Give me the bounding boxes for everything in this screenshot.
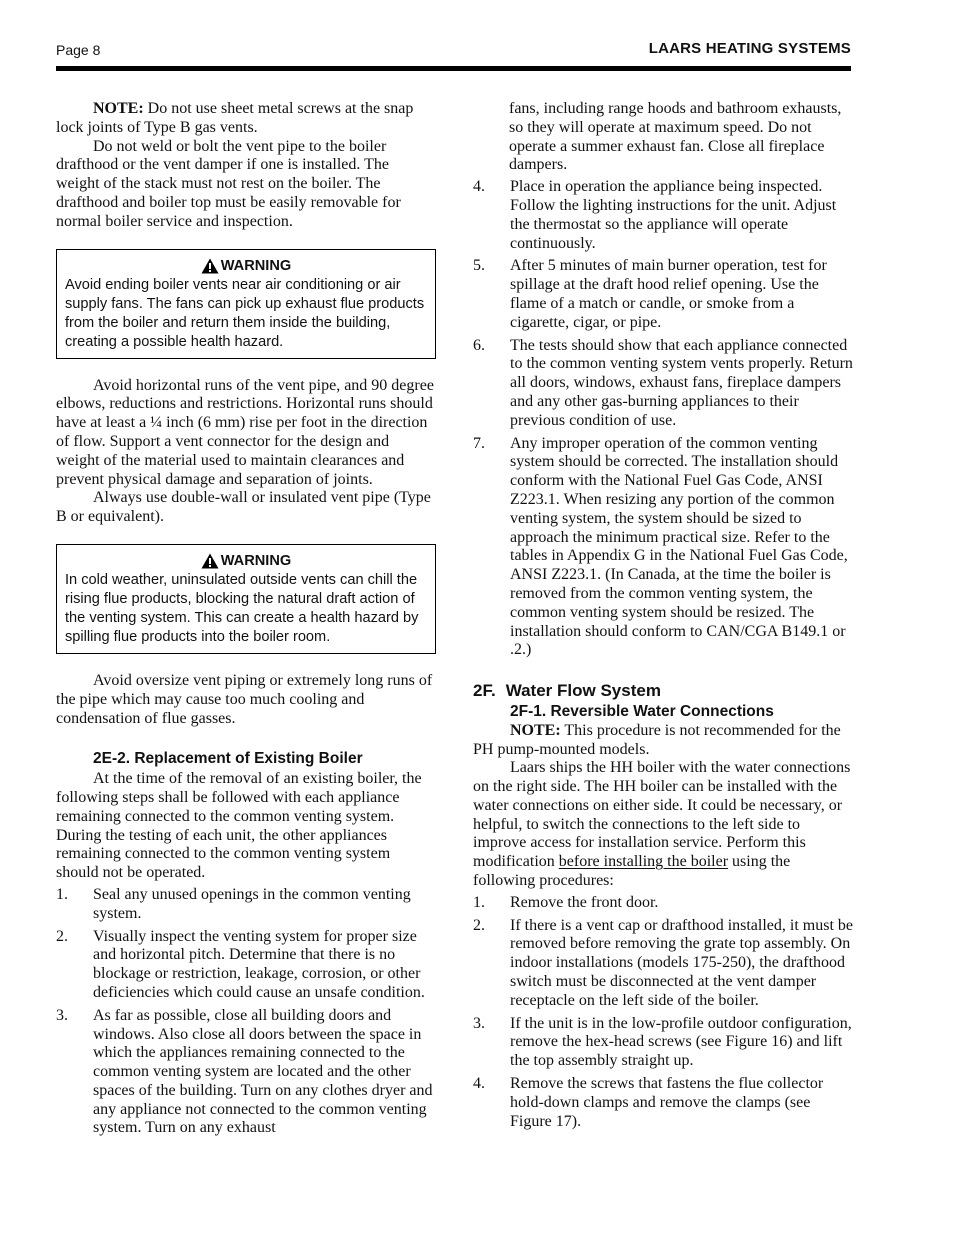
list-number: 5. [473,257,485,275]
section-number: 2F. [473,681,496,701]
ships-text-start: Laars ships the HH boiler with the water connections on the right side. The HH boiler can be installed with the water connections on either side. It could be necessary, or helpful, to switch the connections to the left side to improve access for installation service. Perform this modification [473,759,851,871]
list-item [56,1007,436,1139]
list-text: Seal any unused openings in the common venting system. [93,885,411,922]
page-number: Page 8 [56,42,101,58]
ships-paragraph [473,759,853,891]
note-label: NOTE: [93,100,144,117]
list-text: Remove the front door. [510,893,659,911]
warning-title [65,552,427,571]
list-number: 3. [473,1014,485,1032]
warning-triangle-icon [201,553,219,569]
oversize-paragraph: Avoid oversize vent piping or extremely long runs of the pipe which may cause too much cooling and condensation of flue gasses. [56,671,433,727]
warning-box [56,544,436,654]
section-subheading: 2F-1. Reversible Water Connections [510,702,774,720]
note-label: NOTE: [510,721,561,739]
warning-title-text: WARNING [220,552,292,569]
warning-triangle-icon [201,258,219,274]
list-number: 4. [473,178,485,196]
list-text: After 5 minutes of main burner operation, test for spillage at the draft hood relief opening. Use the flame of a match or candle, or smoke from a cigarette, cigar, or pipe. [510,257,827,331]
note-text: This procedure is not recommended for the PH pump-mounted models. [473,721,841,758]
section-heading [473,682,853,701]
list-text: Visually inspect the venting system for proper size and horizontal pitch. Determine that there is no blockage or restriction, leakage, corrosion, or other deficiencies which could cause an unsafe condition. [93,927,425,1001]
list-item [473,178,853,253]
list-number: 3. [56,1006,68,1024]
note-text: Do not use sheet metal screws at the snap lock joints of Type B gas vents. [56,100,414,136]
list-text: If there is a vent cap or drafthood installed, it must be removed before removing the grate top assembly. On indoor installations (models 175-250), the drafthood switch must be disconnected at the vent damper receptacle on the left side of the boiler. [510,916,854,1009]
list-number: 7. [473,434,485,452]
list-text: If the unit is in the low-profile outdoor configuration, remove the hex-head screws (see Figure 16) and lift the top assembly straight up. [510,1014,852,1070]
list-item [473,1015,853,1071]
list-item [473,1075,853,1131]
section-subheading: 2E-2. Replacement of Existing Boiler [93,750,363,768]
list-text: Remove the screws that fastens the flue collector hold-down clamps and remove the clamps (see Figure 17). [510,1075,824,1130]
steps-list [56,886,436,1138]
list-text: Place in operation the appliance being inspected. Follow the lighting instructions for the unit. Adjust the thermostat so the appliance will operate continuously. [510,178,837,252]
list-number: 2. [56,927,68,945]
list-item [56,928,436,1003]
header-rule [56,66,851,71]
brand-title: LAARS HEATING SYSTEMS [648,40,851,57]
list-number: 6. [473,336,485,354]
step-continued: fans, including range hoods and bathroom exhausts, so they will operate at maximum speed. Do not operate a summer exhaust fan. Close all fireplace dampers. [509,100,842,174]
list-number: 2. [473,916,485,934]
warning-text: Avoid ending boiler vents near air conditioning or air supply fans. The fans can pick up exhaust flue products from the boiler and return them inside the building, creating a possible health hazard. [65,276,425,350]
removal-paragraph: At the time of the removal of an existing boiler, the following steps shall be followed with each appliance remaining connected to the common venting system. During the testing of each unit, the other appliances remaining connected to the common venting system should not be operated. [56,770,422,882]
note-paragraph [56,100,436,138]
list-item [473,257,853,332]
list-text: Any improper operation of the common venting system should be corrected. The installation should conform with the National Fuel Gas Code, ANSI Z223.1. When resizing any portion of the common venting system, the system should be sized to approach the minimum practical size. Refer to the tables in Appendix G in the National Fuel Gas Code, ANSI Z223.1. (In Canada, at the time the boiler is removed from the common venting system, the common venting system should be resized. The installation should conform to CAN/CGA B149.1 or .2.) [510,434,848,659]
right-column [473,100,853,1135]
ships-text-underlined: before installing the boiler [558,853,729,871]
warning-title-text: WARNING [220,257,292,274]
list-text: As far as possible, close all building doors and windows. Also close all doors between the space in which the appliances remaining connected to the common venting system are located and the other spaces of the building. Turn on any clothes dryer and any appliance not connected to the common venting system. Turn on any exhaust [93,1006,433,1137]
list-item [473,917,853,1011]
left-column [56,100,436,1142]
warning-text: In cold weather, uninsulated outside vents can chill the rising flue products, blocking the natural draft action of the venting system. This can create a health hazard by spilling flue products into the boiler room. [65,571,419,645]
list-item [56,886,436,924]
section-title-text: Water Flow System [505,681,661,701]
steps-list [473,178,853,660]
list-number: 1. [473,893,485,911]
note-paragraph [473,722,853,760]
list-number: 1. [56,885,68,903]
list-item [473,337,853,431]
warning-box [56,249,436,359]
list-item [473,435,853,661]
ships-text-end: using the following procedures: [473,853,791,890]
list-item [473,894,853,913]
page-header [56,38,851,62]
double-wall-paragraph: Always use double-wall or insulated vent pipe (Type B or equivalent). [56,489,431,526]
weld-paragraph: Do not weld or bolt the vent pipe to the boiler drafthood or the vent damper if one is installed. The weight of the stack must not rest on the boiler. The drafthood and boiler top must be easily removable for normal boiler service and inspection. [56,137,401,230]
warning-title [65,257,427,276]
list-text: The tests should show that each appliance connected to the common venting system vents properly. Return all doors, windows, exhaust fans, fireplace dampers and any other gas-burning appliances to their previous condition of use. [510,336,853,429]
horizontal-runs-paragraph: Avoid horizontal runs of the vent pipe, and 90 degree elbows, reductions and restrictions. Horizontal runs should have at least a ¼ inch (6 mm) rise per foot in the direction of flow. Support a vent connector for the design and weight of the material used to maintain clearances and prevent physical damage and separation of joints. [56,376,434,488]
procedures-list [473,894,853,1132]
list-number: 4. [473,1075,485,1093]
